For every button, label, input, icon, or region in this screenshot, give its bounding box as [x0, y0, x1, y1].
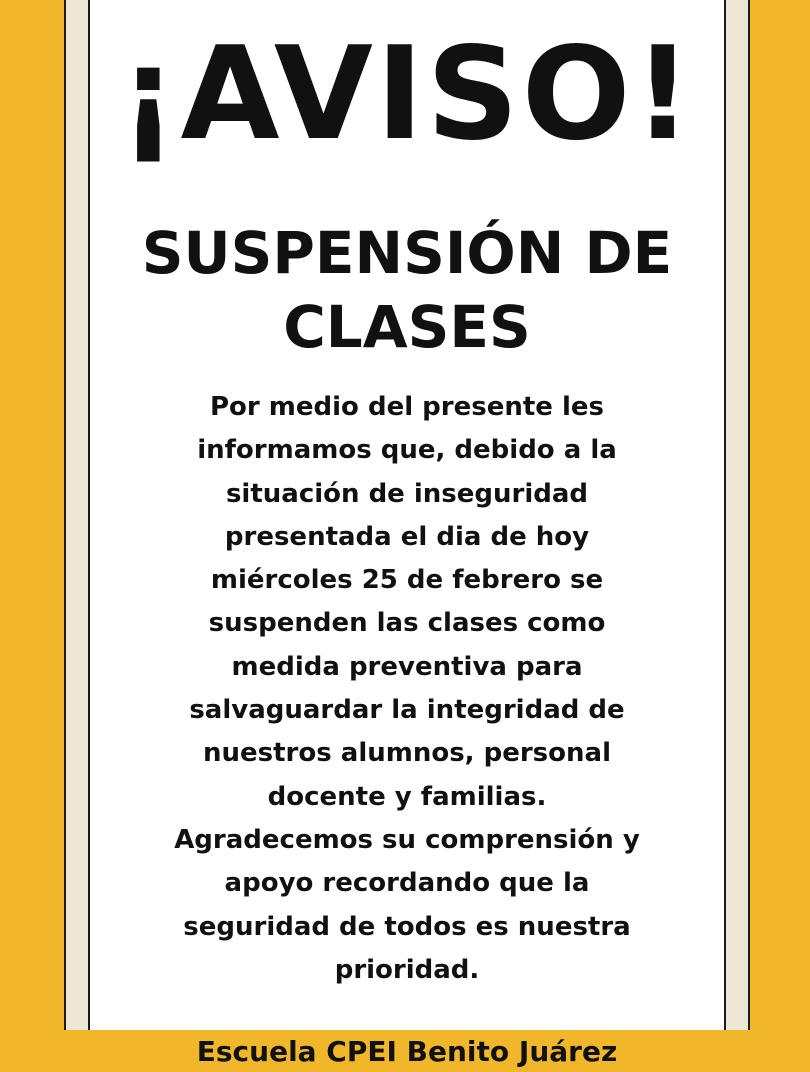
school-name: Escuela CPEI Benito Juárez [196, 1035, 618, 1069]
notice-title: ¡AVISO! [119, 20, 695, 169]
notice-content [90, 0, 724, 1072]
notice-body: Por medio del presente les informamos que, debido a la situación de inseguridad presentada el dia de hoy miércoles 25 de febrero se suspenden las clases como medida preventiva para salvaguardar la integridad de nuestros alumnos, personal docente y familias. Agradecemos su comprensión y apoyo recordando que la seguridad de todos es nuestra prioridad. [174, 392, 640, 985]
notice-subtitle: SUSPENSIÓN DE CLASES [141, 219, 673, 361]
